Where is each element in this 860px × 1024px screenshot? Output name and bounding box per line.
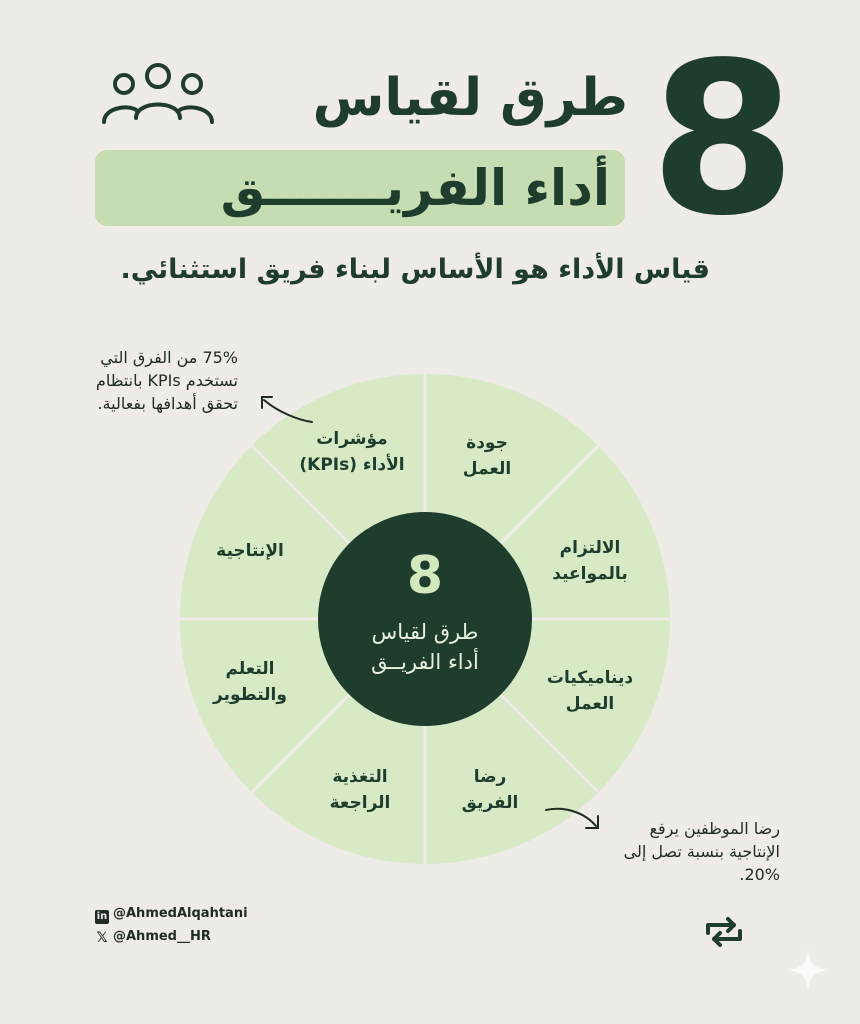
segment-label-line: الالتزام: [559, 538, 621, 558]
segment-label-line: الراجعة: [329, 793, 391, 813]
hero-number: 8: [650, 17, 797, 262]
segment-work-quality: [463, 430, 511, 482]
stat-note-kpi-line: تستخدم KPIs بانتظام: [95, 371, 238, 390]
stat-note-satisfaction-line: رضا الموظفين يرفع: [649, 819, 780, 838]
segment-label-line: ديناميكيات: [546, 668, 634, 688]
segment-kpis: [299, 426, 404, 478]
segment-label-line: الإنتاجية: [216, 541, 284, 561]
segment-label-line: رضا: [473, 767, 507, 787]
segment-label-line: مؤشرات: [316, 429, 388, 449]
segment-team-satisfaction: [462, 764, 519, 816]
repost-icon[interactable]: [702, 915, 746, 949]
stat-note-satisfaction: [580, 817, 780, 886]
segment-punctuality: [552, 535, 627, 587]
sparkle-icon: [786, 948, 830, 992]
center-title-line-2: أداء الفريــق: [371, 650, 479, 674]
stat-note-satisfaction-line: الإنتاجية بنسبة تصل إلى: [623, 842, 780, 861]
stat-note-satisfaction-line: 20%.: [739, 865, 780, 884]
center-number: 8: [406, 546, 444, 606]
people-icon: [100, 62, 216, 128]
linkedin-icon: in: [96, 911, 108, 922]
linkedin-handle-text: @AhmedAlqahtani: [113, 906, 248, 921]
segment-label-line: جودة: [466, 433, 508, 453]
segment-label-line: التغذية: [332, 767, 388, 787]
segment-work-dynamics: [547, 665, 633, 717]
subtitle: قياس الأداء هو الأساس لبناء فريق استثنائي.: [120, 254, 710, 285]
x-icon: 𝕏: [96, 930, 108, 946]
segment-label-line: التعلم: [225, 659, 275, 679]
stat-note-kpi-line: تحقق أهدافها بفعالية.: [97, 394, 238, 413]
segment-productivity: [216, 538, 284, 564]
title-line-2: أداء الفريـــــــق: [220, 159, 610, 217]
segment-label-line: العمل: [462, 459, 512, 479]
segment-learning: [213, 656, 287, 708]
segment-label-line: والتطوير: [213, 685, 287, 705]
x-handle[interactable]: [95, 928, 211, 946]
center-title-line-1: طرق لقياس: [371, 620, 479, 644]
segment-feedback: [330, 764, 391, 816]
title-line-1: طرق لقياس: [312, 68, 628, 128]
segment-label-line: بالمواعيد: [552, 564, 628, 584]
x-handle-text: @Ahmed__HR: [113, 929, 211, 944]
segment-label-line: الأداء (KPIs): [299, 455, 405, 475]
linkedin-handle[interactable]: [95, 905, 248, 924]
segment-label-line: العمل: [565, 694, 615, 714]
stat-note-kpi-line: 75% من الفرق التي: [100, 348, 238, 367]
arrow-icon: [250, 388, 320, 428]
segment-label-line: الفريق: [461, 793, 519, 813]
